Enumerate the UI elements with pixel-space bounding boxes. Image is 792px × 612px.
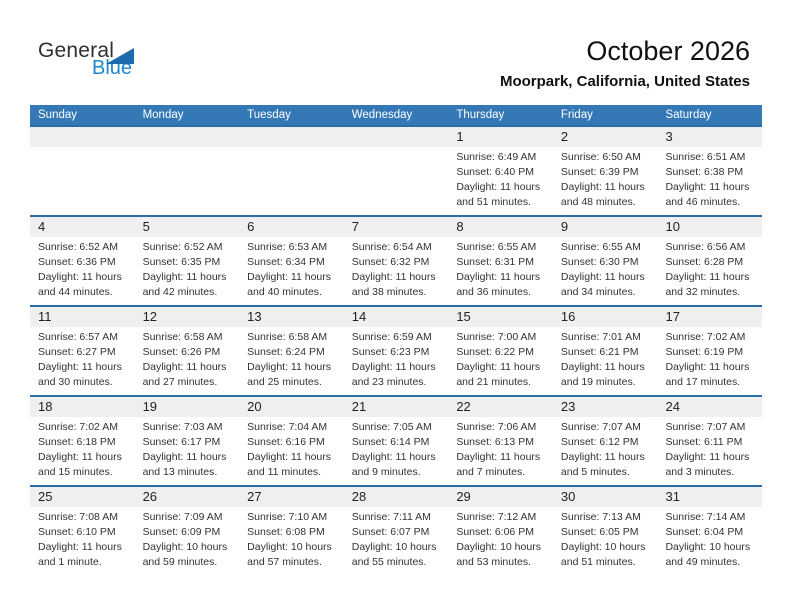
weekday-header-row (30, 105, 762, 125)
calendar-day-cell (239, 397, 344, 485)
sunrise-text: Sunrise: 7:00 AM (456, 331, 537, 343)
day-number: 18 (30, 397, 135, 417)
calendar-day-cell (344, 307, 449, 395)
sunset-text: Sunset: 6:12 PM (560, 436, 639, 448)
daylight-text: Daylight: 11 hours and 19 minutes. (560, 361, 645, 388)
day-number: 1 (448, 127, 553, 147)
sunset-text: Sunset: 6:21 PM (560, 346, 639, 358)
daylight-text: Daylight: 11 hours and 3 minutes. (665, 451, 750, 478)
daylight-text: Daylight: 10 hours and 59 minutes. (142, 541, 228, 568)
calendar-week-row (30, 215, 762, 305)
sunrise-text: Sunrise: 6:58 AM (247, 331, 328, 343)
daylight-text: Daylight: 11 hours and 9 minutes. (351, 451, 436, 478)
sunrise-text: Sunrise: 7:12 AM (456, 511, 537, 523)
day-number: 25 (30, 487, 135, 507)
day-number: 22 (448, 397, 553, 417)
day-number (344, 127, 449, 147)
day-number: 16 (553, 307, 658, 327)
sunset-text: Sunset: 6:30 PM (560, 256, 639, 268)
calendar-day-cell (553, 487, 658, 575)
day-number: 13 (239, 307, 344, 327)
sunset-text: Sunset: 6:19 PM (665, 346, 744, 358)
day-number: 17 (657, 307, 762, 327)
sunrise-text: Sunrise: 7:06 AM (456, 421, 537, 433)
day-number: 20 (239, 397, 344, 417)
day-number: 29 (448, 487, 553, 507)
sunrise-text: Sunrise: 6:59 AM (351, 331, 432, 343)
day-details (448, 507, 553, 570)
day-details (657, 507, 762, 570)
day-details (448, 147, 553, 210)
calendar-week-row (30, 395, 762, 485)
day-number: 23 (553, 397, 658, 417)
calendar-empty-cell (135, 127, 240, 215)
calendar-day-cell (553, 397, 658, 485)
calendar-day-cell (30, 217, 135, 305)
sunrise-text: Sunrise: 6:51 AM (665, 151, 746, 163)
day-details (239, 327, 344, 390)
sunset-text: Sunset: 6:27 PM (38, 346, 116, 358)
sunset-text: Sunset: 6:16 PM (247, 436, 325, 448)
weekday-header-sunday: Sunday (38, 109, 78, 121)
sunset-text: Sunset: 6:34 PM (247, 256, 325, 268)
day-details (344, 507, 449, 570)
day-details (135, 327, 240, 390)
sunset-text: Sunset: 6:11 PM (665, 436, 743, 448)
location-subtitle: Moorpark, California, United States (499, 73, 750, 90)
day-details (135, 417, 240, 480)
sunset-text: Sunset: 6:23 PM (351, 346, 430, 358)
sunset-text: Sunset: 6:17 PM (142, 436, 221, 448)
day-number: 11 (30, 307, 135, 327)
calendar-empty-cell (30, 127, 135, 215)
sunset-text: Sunset: 6:31 PM (456, 256, 534, 268)
weekday-header-saturday: Saturday (665, 109, 712, 121)
daylight-text: Daylight: 11 hours and 1 minute. (38, 541, 122, 568)
sunset-text: Sunset: 6:36 PM (38, 256, 116, 268)
sunset-text: Sunset: 6:09 PM (142, 526, 221, 538)
sunrise-text: Sunrise: 6:54 AM (351, 241, 432, 253)
sunset-text: Sunset: 6:32 PM (351, 256, 430, 268)
daylight-text: Daylight: 11 hours and 7 minutes. (456, 451, 541, 478)
day-details (135, 507, 240, 570)
daylight-text: Daylight: 11 hours and 38 minutes. (351, 271, 436, 298)
weekday-header-friday: Friday (560, 109, 593, 121)
day-number: 2 (553, 127, 658, 147)
daylight-text: Daylight: 11 hours and 48 minutes. (560, 181, 645, 208)
sunset-text: Sunset: 6:10 PM (38, 526, 116, 538)
day-details (657, 147, 762, 210)
day-number: 31 (657, 487, 762, 507)
sunset-text: Sunset: 6:22 PM (456, 346, 534, 358)
sunrise-text: Sunrise: 7:08 AM (38, 511, 118, 523)
calendar-week-row (30, 485, 762, 575)
sunrise-text: Sunrise: 7:14 AM (665, 511, 746, 523)
sunrise-text: Sunrise: 7:07 AM (560, 421, 641, 433)
sunrise-text: Sunrise: 6:50 AM (560, 151, 641, 163)
calendar-day-cell (30, 487, 135, 575)
sunset-text: Sunset: 6:24 PM (247, 346, 325, 358)
day-number: 14 (344, 307, 449, 327)
daylight-text: Daylight: 11 hours and 17 minutes. (665, 361, 750, 388)
sunrise-text: Sunrise: 6:57 AM (38, 331, 118, 343)
daylight-text: Daylight: 11 hours and 13 minutes. (142, 451, 227, 478)
day-number: 21 (344, 397, 449, 417)
calendar-day-cell (135, 217, 240, 305)
sunset-text: Sunset: 6:13 PM (456, 436, 534, 448)
calendar-day-cell (553, 217, 658, 305)
day-number: 26 (135, 487, 240, 507)
daylight-text: Daylight: 10 hours and 57 minutes. (247, 541, 332, 568)
sunrise-text: Sunrise: 7:02 AM (665, 331, 746, 343)
daylight-text: Daylight: 11 hours and 30 minutes. (38, 361, 122, 388)
day-number: 19 (135, 397, 240, 417)
day-number (239, 127, 344, 147)
daylight-text: Daylight: 11 hours and 44 minutes. (38, 271, 122, 298)
daylight-text: Daylight: 11 hours and 23 minutes. (351, 361, 436, 388)
day-details (448, 417, 553, 480)
sunset-text: Sunset: 6:26 PM (142, 346, 221, 358)
day-details (239, 237, 344, 300)
calendar-day-cell (135, 487, 240, 575)
daylight-text: Daylight: 10 hours and 51 minutes. (560, 541, 646, 568)
calendar-day-cell (30, 307, 135, 395)
daylight-text: Daylight: 11 hours and 40 minutes. (247, 271, 332, 298)
day-number: 28 (344, 487, 449, 507)
day-number: 27 (239, 487, 344, 507)
weekday-header-monday: Monday (142, 109, 184, 121)
day-number: 5 (135, 217, 240, 237)
day-details (135, 237, 240, 300)
logo-triangle-icon (106, 48, 134, 64)
day-details (344, 237, 449, 300)
day-number: 6 (239, 217, 344, 237)
page-title: October 2026 (586, 36, 750, 66)
day-details (553, 417, 658, 480)
day-details (344, 327, 449, 390)
calendar-day-cell (448, 127, 553, 215)
sunrise-text: Sunrise: 6:49 AM (456, 151, 537, 163)
day-details (344, 417, 449, 480)
calendar-week-row (30, 125, 762, 215)
day-details (553, 327, 658, 390)
calendar-day-cell (135, 397, 240, 485)
weekday-header-wednesday: Wednesday (351, 109, 413, 121)
daylight-text: Daylight: 11 hours and 21 minutes. (456, 361, 541, 388)
logo-text-general: General (38, 39, 115, 62)
calendar-table (30, 105, 762, 575)
sunrise-text: Sunrise: 7:04 AM (247, 421, 328, 433)
sunrise-text: Sunrise: 6:55 AM (560, 241, 641, 253)
sunset-text: Sunset: 6:40 PM (456, 166, 534, 178)
calendar-day-cell (344, 397, 449, 485)
calendar-day-cell (135, 307, 240, 395)
sunset-text: Sunset: 6:28 PM (665, 256, 744, 268)
calendar-day-cell (239, 487, 344, 575)
day-details (448, 327, 553, 390)
day-number: 8 (448, 217, 553, 237)
weekday-header-thursday: Thursday (456, 109, 505, 121)
sunrise-text: Sunrise: 6:52 AM (142, 241, 223, 253)
daylight-text: Daylight: 11 hours and 51 minutes. (456, 181, 541, 208)
day-details (553, 507, 658, 570)
day-details (553, 147, 658, 210)
logo-text-blue: Blue (92, 57, 133, 79)
general-blue-logo (38, 40, 168, 85)
calendar-day-cell (239, 307, 344, 395)
sunrise-text: Sunrise: 7:07 AM (665, 421, 746, 433)
sunset-text: Sunset: 6:38 PM (665, 166, 744, 178)
day-number: 7 (344, 217, 449, 237)
title-block (500, 36, 750, 90)
sunrise-text: Sunrise: 7:05 AM (351, 421, 432, 433)
sunset-text: Sunset: 6:08 PM (247, 526, 325, 538)
day-details (239, 417, 344, 480)
day-details (657, 237, 762, 300)
sunrise-text: Sunrise: 6:55 AM (456, 241, 537, 253)
day-number: 3 (657, 127, 762, 147)
day-details (657, 327, 762, 390)
day-details (30, 417, 135, 480)
day-number (30, 127, 135, 147)
calendar-day-cell (657, 397, 762, 485)
calendar-day-cell (30, 397, 135, 485)
daylight-text: Daylight: 10 hours and 55 minutes. (351, 541, 437, 568)
sunrise-text: Sunrise: 6:56 AM (665, 241, 746, 253)
calendar-week-row (30, 305, 762, 395)
day-details (553, 237, 658, 300)
day-details (30, 507, 135, 570)
calendar-day-cell (448, 397, 553, 485)
day-number: 24 (657, 397, 762, 417)
day-details (657, 417, 762, 480)
daylight-text: Daylight: 11 hours and 15 minutes. (38, 451, 122, 478)
sunset-text: Sunset: 6:39 PM (560, 166, 639, 178)
daylight-text: Daylight: 11 hours and 5 minutes. (560, 451, 645, 478)
calendar-empty-cell (239, 127, 344, 215)
day-number: 12 (135, 307, 240, 327)
day-details (239, 507, 344, 570)
sunrise-text: Sunrise: 7:03 AM (142, 421, 223, 433)
calendar-day-cell (657, 307, 762, 395)
calendar-day-cell (448, 487, 553, 575)
day-number: 30 (553, 487, 658, 507)
calendar-day-cell (448, 307, 553, 395)
sunrise-text: Sunrise: 6:52 AM (38, 241, 118, 253)
day-number: 15 (448, 307, 553, 327)
sunrise-text: Sunrise: 7:09 AM (142, 511, 223, 523)
calendar-day-cell (657, 127, 762, 215)
sunset-text: Sunset: 6:05 PM (560, 526, 639, 538)
day-details (448, 237, 553, 300)
daylight-text: Daylight: 11 hours and 11 minutes. (247, 451, 332, 478)
calendar-day-cell (657, 487, 762, 575)
sunrise-text: Sunrise: 7:11 AM (351, 511, 431, 523)
sunset-text: Sunset: 6:35 PM (142, 256, 221, 268)
daylight-text: Daylight: 11 hours and 46 minutes. (665, 181, 750, 208)
day-number: 9 (553, 217, 658, 237)
daylight-text: Daylight: 11 hours and 42 minutes. (142, 271, 227, 298)
sunrise-text: Sunrise: 6:53 AM (247, 241, 328, 253)
sunrise-text: Sunrise: 7:01 AM (560, 331, 641, 343)
calendar-day-cell (239, 217, 344, 305)
weekday-header-tuesday: Tuesday (247, 109, 291, 121)
sunrise-text: Sunrise: 7:13 AM (560, 511, 641, 523)
calendar-empty-cell (344, 127, 449, 215)
day-number: 10 (657, 217, 762, 237)
sunset-text: Sunset: 6:07 PM (351, 526, 430, 538)
sunset-text: Sunset: 6:18 PM (38, 436, 116, 448)
daylight-text: Daylight: 11 hours and 34 minutes. (560, 271, 645, 298)
daylight-text: Daylight: 11 hours and 36 minutes. (456, 271, 541, 298)
calendar-day-cell (448, 217, 553, 305)
calendar-day-cell (344, 487, 449, 575)
calendar-day-cell (553, 127, 658, 215)
daylight-text: Daylight: 11 hours and 32 minutes. (665, 271, 750, 298)
daylight-text: Daylight: 11 hours and 25 minutes. (247, 361, 332, 388)
day-number: 4 (30, 217, 135, 237)
day-details (30, 237, 135, 300)
calendar-day-cell (344, 217, 449, 305)
calendar-day-cell (657, 217, 762, 305)
sunrise-text: Sunrise: 7:10 AM (247, 511, 328, 523)
sunset-text: Sunset: 6:14 PM (351, 436, 430, 448)
sunset-text: Sunset: 6:06 PM (456, 526, 534, 538)
sunrise-text: Sunrise: 6:58 AM (142, 331, 223, 343)
daylight-text: Daylight: 11 hours and 27 minutes. (142, 361, 227, 388)
calendar-weeks-body (30, 125, 762, 575)
daylight-text: Daylight: 10 hours and 49 minutes. (665, 541, 751, 568)
calendar-day-cell (553, 307, 658, 395)
day-number (135, 127, 240, 147)
sunrise-text: Sunrise: 7:02 AM (38, 421, 118, 433)
daylight-text: Daylight: 10 hours and 53 minutes. (456, 541, 541, 568)
sunset-text: Sunset: 6:04 PM (665, 526, 744, 538)
day-details (30, 327, 135, 390)
